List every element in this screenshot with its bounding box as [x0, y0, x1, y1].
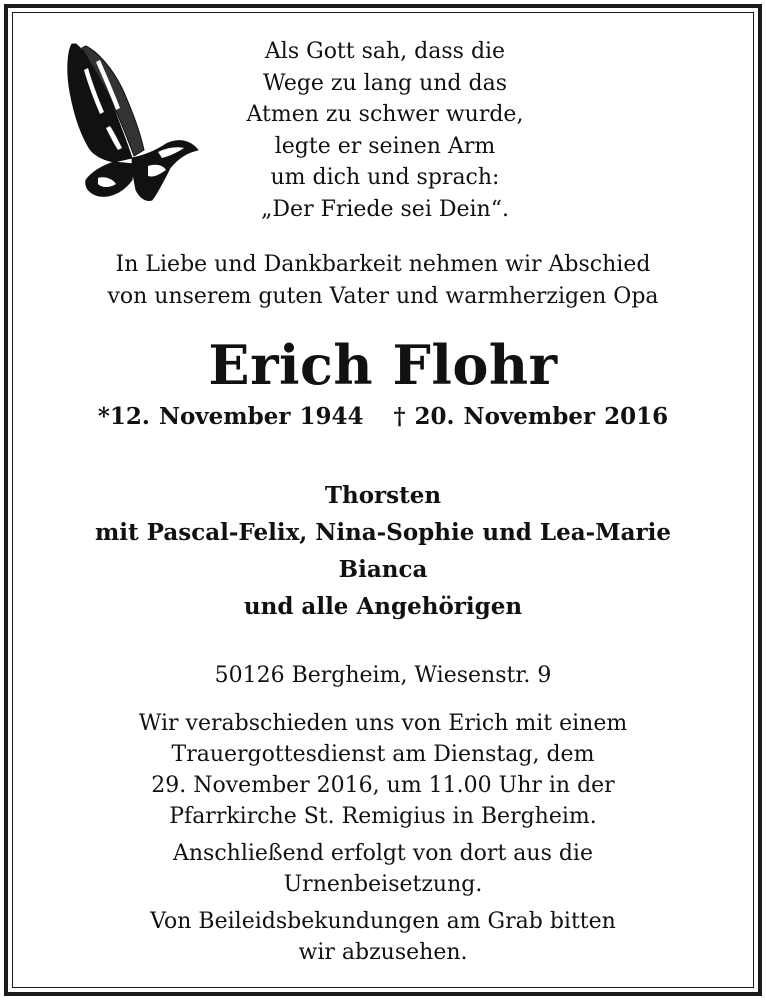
condolence-line: Von Beileidsbekundungen am Grab bitten — [150, 909, 616, 934]
birth-date: *12. November 1944 — [97, 403, 364, 430]
poem — [200, 36, 570, 225]
poem-line: um dich und sprach: — [270, 165, 500, 190]
death-date: † 20. November 2016 — [393, 403, 669, 430]
poem-line: Wege zu lang und das — [263, 70, 507, 96]
mourners — [20, 477, 746, 625]
poem-line: legte er seinen Arm — [274, 133, 496, 159]
service-line: Pfarrkirche St. Remigius in Bergheim. — [169, 804, 597, 829]
mourner-line: mit Pascal-Felix, Nina-Sophie und Lea-Marie — [94, 519, 672, 546]
poem-line: Als Gott sah, dass die — [264, 39, 506, 64]
service-line: 29. November 2016, um 11.00 Uhr in der — [151, 773, 615, 798]
intro-line: In Liebe und Dankbarkeit nehmen wir Abschied — [115, 252, 651, 277]
burial-info — [20, 838, 746, 900]
burial-line: Urnenbeisetzung. — [283, 872, 483, 897]
service-line: Wir verabschieden uns von Erich mit einem — [138, 711, 628, 736]
deceased-name: Erich Flohr — [208, 333, 558, 397]
mourner-line: Bianca — [338, 556, 428, 583]
service-line: Trauergottesdienst am Dienstag, dem — [171, 742, 595, 767]
poem-line: Atmen zu schwer wurde, — [246, 102, 524, 127]
life-dates — [20, 397, 746, 437]
intro-line: von unserem guten Vater und warmherzigen Opa — [107, 283, 659, 309]
condolence-note — [20, 906, 746, 968]
poem-line: „Der Friede sei Dein“. — [261, 196, 509, 222]
intro-text — [20, 249, 746, 312]
condolence-line: wir abzusehen. — [298, 940, 468, 965]
praying-hands-icon — [62, 40, 202, 205]
service-info — [20, 708, 746, 832]
mourner-line: Thorsten — [324, 482, 442, 509]
mourner-line: und alle Angehörigen — [243, 593, 523, 620]
address: 50126 Bergheim, Wiesenstr. 9 — [214, 663, 552, 688]
burial-line: Anschließend erfolgt von dort aus die — [173, 841, 593, 866]
